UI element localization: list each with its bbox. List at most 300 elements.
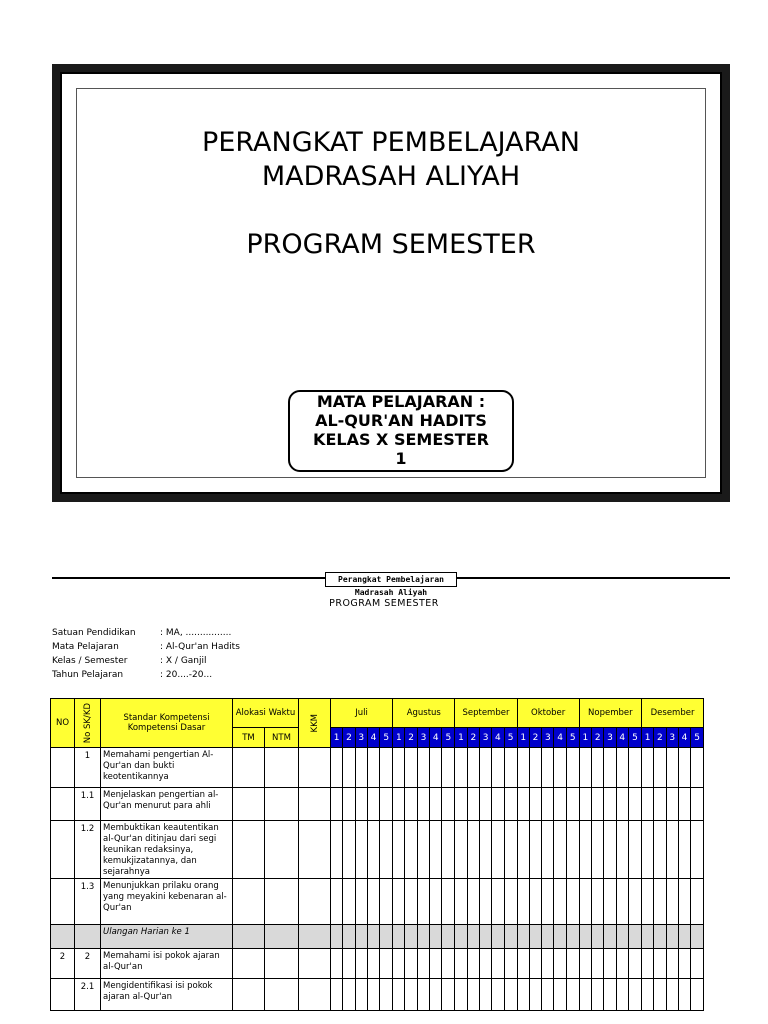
week-cell	[616, 979, 628, 1011]
week-cell	[554, 925, 566, 949]
week-cell	[492, 821, 504, 879]
week-cell	[554, 979, 566, 1011]
col-tm-header: TM	[233, 728, 265, 748]
col-no-sk-header: No SK/KD	[75, 699, 101, 748]
week-cell	[479, 879, 491, 925]
week-cell	[616, 879, 628, 925]
week-cell	[616, 925, 628, 949]
week-cell	[654, 979, 666, 1011]
week-cell	[604, 925, 616, 949]
week-number: 1	[641, 728, 653, 748]
week-cell	[343, 979, 355, 1011]
kkm-cell	[299, 788, 331, 821]
week-cell	[355, 925, 367, 949]
week-cell	[479, 748, 491, 788]
week-cell	[417, 821, 429, 879]
week-cell	[467, 788, 479, 821]
subject-line: 1	[395, 449, 407, 468]
week-cell	[367, 879, 379, 925]
week-cell	[504, 788, 517, 821]
week-cell	[517, 879, 529, 925]
row-text: Mengidentifikasi isi pokok ajaran al-Qur'an	[101, 979, 233, 1011]
row-text: Menjelaskan pengertian al-Qur'an menurut para ahli	[101, 788, 233, 821]
ntm-cell	[265, 949, 299, 979]
week-cell	[678, 788, 690, 821]
week-number: 1	[455, 728, 467, 748]
table-row	[51, 949, 704, 979]
table-row	[51, 788, 704, 821]
row-no	[51, 748, 75, 788]
week-cell	[393, 979, 405, 1011]
week-cell	[442, 748, 455, 788]
month-header: Agustus	[393, 699, 455, 728]
program-semester-table	[50, 698, 704, 1011]
info-row: Kelas / Semester : X / Ganjil	[52, 656, 207, 666]
week-cell	[592, 879, 604, 925]
week-cell	[417, 979, 429, 1011]
week-cell	[678, 748, 690, 788]
week-cell	[380, 748, 393, 788]
cover-title: PERANGKAT PEMBELAJARAN	[202, 127, 580, 158]
week-cell	[641, 879, 653, 925]
week-cell	[628, 788, 641, 821]
week-cell	[616, 788, 628, 821]
week-cell	[529, 925, 541, 949]
row-text: Ulangan Harian ke 1	[101, 925, 233, 949]
week-cell	[417, 925, 429, 949]
week-number: 3	[479, 728, 491, 748]
week-cell	[579, 925, 591, 949]
week-cell	[529, 979, 541, 1011]
week-cell	[430, 925, 442, 949]
week-cell	[628, 949, 641, 979]
subject-line: KELAS X SEMESTER	[313, 430, 489, 449]
table-row	[51, 979, 704, 1011]
week-cell	[380, 788, 393, 821]
week-cell	[380, 879, 393, 925]
week-cell	[579, 748, 591, 788]
week-cell	[604, 879, 616, 925]
row-no	[51, 925, 75, 949]
week-cell	[417, 788, 429, 821]
week-cell	[455, 949, 467, 979]
week-cell	[331, 879, 343, 925]
week-cell	[405, 925, 417, 949]
week-cell	[417, 748, 429, 788]
week-cell	[566, 821, 579, 879]
week-cell	[666, 949, 678, 979]
week-cell	[355, 979, 367, 1011]
week-cell	[430, 788, 442, 821]
week-number: 1	[331, 728, 343, 748]
week-cell	[492, 949, 504, 979]
info-row: Satuan Pendidikan : MA, ................	[52, 628, 232, 638]
table-row	[51, 879, 704, 925]
week-cell	[579, 821, 591, 879]
week-cell	[579, 788, 591, 821]
row-code: 2	[75, 949, 101, 979]
kkm-cell	[299, 949, 331, 979]
week-cell	[641, 821, 653, 879]
week-number: 3	[355, 728, 367, 748]
week-cell	[566, 925, 579, 949]
kkm-cell	[299, 979, 331, 1011]
ntm-cell	[265, 925, 299, 949]
week-cell	[504, 925, 517, 949]
week-cell	[430, 979, 442, 1011]
month-header: Desember	[641, 699, 703, 728]
week-cell	[355, 949, 367, 979]
week-cell	[393, 879, 405, 925]
month-header: Juli	[331, 699, 393, 728]
week-cell	[442, 979, 455, 1011]
week-cell	[393, 821, 405, 879]
week-cell	[641, 788, 653, 821]
week-number: 2	[343, 728, 355, 748]
week-cell	[492, 925, 504, 949]
week-number: 4	[678, 728, 690, 748]
week-number: 5	[628, 728, 641, 748]
week-cell	[529, 748, 541, 788]
week-cell	[678, 821, 690, 879]
row-code	[75, 925, 101, 949]
cover-title: MADRASAH ALIYAH	[261, 161, 521, 192]
week-cell	[430, 949, 442, 979]
week-cell	[666, 925, 678, 949]
tm-cell	[233, 979, 265, 1011]
week-cell	[405, 949, 417, 979]
month-header: Nopember	[579, 699, 641, 728]
week-cell	[380, 821, 393, 879]
week-number: 3	[666, 728, 678, 748]
week-cell	[579, 979, 591, 1011]
week-cell	[604, 748, 616, 788]
week-cell	[666, 748, 678, 788]
col-sk-header: Standar Kompetensi Kompetensi Dasar	[101, 699, 233, 748]
week-cell	[542, 821, 554, 879]
week-cell	[405, 879, 417, 925]
week-cell	[566, 788, 579, 821]
week-number: 4	[367, 728, 379, 748]
week-number: 2	[529, 728, 541, 748]
week-cell	[479, 979, 491, 1011]
week-cell	[691, 979, 704, 1011]
week-cell	[355, 879, 367, 925]
week-cell	[529, 879, 541, 925]
week-cell	[479, 949, 491, 979]
week-cell	[367, 748, 379, 788]
week-cell	[691, 925, 704, 949]
week-cell	[566, 979, 579, 1011]
info-block	[52, 626, 240, 682]
week-cell	[367, 949, 379, 979]
week-cell	[542, 879, 554, 925]
subject-box	[288, 390, 514, 472]
week-cell	[467, 748, 479, 788]
row-no	[51, 821, 75, 879]
week-cell	[654, 788, 666, 821]
week-cell	[367, 925, 379, 949]
week-cell	[579, 879, 591, 925]
row-text: Memahami isi pokok ajaran al-Qur'an	[101, 949, 233, 979]
week-cell	[393, 788, 405, 821]
week-cell	[467, 949, 479, 979]
col-kkm-header: KKM	[299, 699, 331, 748]
ntm-cell	[265, 879, 299, 925]
week-cell	[367, 821, 379, 879]
week-cell	[355, 821, 367, 879]
week-cell	[654, 748, 666, 788]
week-cell	[492, 788, 504, 821]
week-cell	[604, 979, 616, 1011]
tm-cell	[233, 788, 265, 821]
week-cell	[405, 748, 417, 788]
week-cell	[641, 979, 653, 1011]
week-cell	[367, 788, 379, 821]
row-text: Menunjukkan prilaku orang yang meyakini kebenaran al-Qur'an	[101, 879, 233, 925]
week-cell	[592, 949, 604, 979]
week-number: 5	[442, 728, 455, 748]
week-number: 5	[691, 728, 704, 748]
week-cell	[430, 821, 442, 879]
week-cell	[492, 879, 504, 925]
tm-cell	[233, 949, 265, 979]
week-cell	[455, 879, 467, 925]
week-cell	[654, 925, 666, 949]
week-cell	[442, 788, 455, 821]
week-cell	[417, 879, 429, 925]
week-cell	[666, 788, 678, 821]
week-cell	[504, 979, 517, 1011]
week-cell	[455, 748, 467, 788]
week-cell	[592, 788, 604, 821]
week-cell	[666, 879, 678, 925]
week-cell	[566, 949, 579, 979]
week-cell	[517, 949, 529, 979]
week-number: 4	[616, 728, 628, 748]
row-code: 2.1	[75, 979, 101, 1011]
week-cell	[666, 821, 678, 879]
week-cell	[417, 949, 429, 979]
week-cell	[517, 979, 529, 1011]
week-cell	[678, 949, 690, 979]
info-row: Tahun Pelajaran : 20....-20...	[52, 670, 213, 680]
week-cell	[517, 748, 529, 788]
ntm-cell	[265, 821, 299, 879]
week-cell	[367, 979, 379, 1011]
week-cell	[666, 979, 678, 1011]
week-cell	[542, 788, 554, 821]
week-cell	[628, 879, 641, 925]
week-cell	[479, 821, 491, 879]
col-alokasi-header: Alokasi Waktu	[233, 699, 299, 728]
cover-frame	[52, 64, 730, 502]
week-cell	[504, 821, 517, 879]
week-cell	[380, 925, 393, 949]
week-cell	[616, 748, 628, 788]
week-cell	[604, 788, 616, 821]
week-cell	[604, 949, 616, 979]
week-cell	[430, 748, 442, 788]
week-cell	[355, 748, 367, 788]
week-cell	[654, 821, 666, 879]
kkm-cell	[299, 925, 331, 949]
week-number: 5	[380, 728, 393, 748]
month-header: September	[455, 699, 517, 728]
week-cell	[628, 821, 641, 879]
kkm-cell	[299, 879, 331, 925]
week-cell	[405, 979, 417, 1011]
kkm-cell	[299, 748, 331, 788]
cover-panel	[60, 72, 722, 494]
week-cell	[641, 925, 653, 949]
week-cell	[331, 949, 343, 979]
ntm-cell	[265, 979, 299, 1011]
week-cell	[455, 821, 467, 879]
week-cell	[678, 879, 690, 925]
week-cell	[455, 788, 467, 821]
week-cell	[529, 821, 541, 879]
week-cell	[542, 925, 554, 949]
row-no	[51, 879, 75, 925]
week-cell	[331, 748, 343, 788]
week-number: 1	[517, 728, 529, 748]
week-cell	[343, 788, 355, 821]
week-cell	[393, 748, 405, 788]
row-text: Membuktikan keautentikan al-Qur'an ditinjau dari segi keunikan redaksinya, kemukjizatannya, dan sejarahnya	[101, 821, 233, 879]
week-cell	[592, 821, 604, 879]
week-cell	[579, 949, 591, 979]
week-cell	[641, 949, 653, 979]
week-number: 2	[654, 728, 666, 748]
week-cell	[691, 879, 704, 925]
week-cell	[604, 821, 616, 879]
ntm-cell	[265, 788, 299, 821]
week-number: 5	[566, 728, 579, 748]
week-cell	[616, 949, 628, 979]
week-cell	[592, 979, 604, 1011]
row-code: 1.1	[75, 788, 101, 821]
row-text: Memahami pengertian Al-Qur'an dan bukti keotentikannya	[101, 748, 233, 788]
week-cell	[542, 979, 554, 1011]
week-cell	[566, 879, 579, 925]
week-cell	[331, 788, 343, 821]
week-cell	[343, 821, 355, 879]
col-no-header: NO	[51, 699, 75, 748]
tm-cell	[233, 879, 265, 925]
week-cell	[467, 979, 479, 1011]
week-cell	[554, 748, 566, 788]
week-cell	[654, 949, 666, 979]
week-number: 4	[554, 728, 566, 748]
tm-cell	[233, 925, 265, 949]
week-cell	[430, 879, 442, 925]
week-number: 5	[504, 728, 517, 748]
week-number: 3	[542, 728, 554, 748]
week-cell	[529, 788, 541, 821]
header-badge: Perangkat Pembelajaran Madrasah Aliyah	[325, 572, 457, 587]
week-cell	[442, 821, 455, 879]
week-number: 1	[579, 728, 591, 748]
week-cell	[331, 925, 343, 949]
week-cell	[592, 925, 604, 949]
week-cell	[467, 879, 479, 925]
row-code: 1.2	[75, 821, 101, 879]
week-cell	[405, 788, 417, 821]
month-header: Oktober	[517, 699, 579, 728]
week-cell	[343, 925, 355, 949]
week-cell	[542, 748, 554, 788]
week-cell	[542, 949, 554, 979]
cover-subtitle: PROGRAM SEMESTER	[246, 229, 536, 260]
week-cell	[479, 788, 491, 821]
week-cell	[380, 979, 393, 1011]
week-cell	[616, 821, 628, 879]
info-row: Mata Pelajaran : Al-Qur'an Hadits	[52, 642, 240, 652]
week-cell	[628, 748, 641, 788]
week-cell	[331, 821, 343, 879]
tm-cell	[233, 821, 265, 879]
week-cell	[691, 748, 704, 788]
ntm-cell	[265, 748, 299, 788]
week-cell	[554, 788, 566, 821]
week-cell	[442, 949, 455, 979]
week-cell	[504, 949, 517, 979]
week-cell	[504, 748, 517, 788]
table-row	[51, 821, 704, 879]
week-cell	[554, 879, 566, 925]
week-cell	[380, 949, 393, 979]
week-cell	[355, 788, 367, 821]
doc-title: PROGRAM SEMESTER	[329, 598, 439, 609]
week-number: 2	[467, 728, 479, 748]
week-cell	[467, 821, 479, 879]
week-cell	[654, 879, 666, 925]
week-cell	[517, 788, 529, 821]
week-cell	[455, 979, 467, 1011]
week-cell	[691, 949, 704, 979]
table-row	[51, 748, 704, 788]
week-cell	[678, 979, 690, 1011]
week-cell	[529, 949, 541, 979]
week-number: 2	[405, 728, 417, 748]
week-cell	[393, 925, 405, 949]
tm-cell	[233, 748, 265, 788]
week-cell	[442, 879, 455, 925]
week-number: 1	[393, 728, 405, 748]
week-cell	[479, 925, 491, 949]
week-cell	[467, 925, 479, 949]
row-no: 2	[51, 949, 75, 979]
subject-line: MATA PELAJARAN :	[316, 392, 486, 411]
week-cell	[393, 949, 405, 979]
week-cell	[442, 925, 455, 949]
week-cell	[554, 949, 566, 979]
row-code: 1.3	[75, 879, 101, 925]
kkm-cell	[299, 821, 331, 879]
week-cell	[628, 925, 641, 949]
table-row	[51, 925, 704, 949]
week-cell	[691, 821, 704, 879]
week-number: 4	[492, 728, 504, 748]
row-code: 1	[75, 748, 101, 788]
week-cell	[678, 925, 690, 949]
week-number: 2	[592, 728, 604, 748]
week-cell	[455, 925, 467, 949]
row-no	[51, 979, 75, 1011]
week-cell	[343, 879, 355, 925]
week-cell	[492, 979, 504, 1011]
